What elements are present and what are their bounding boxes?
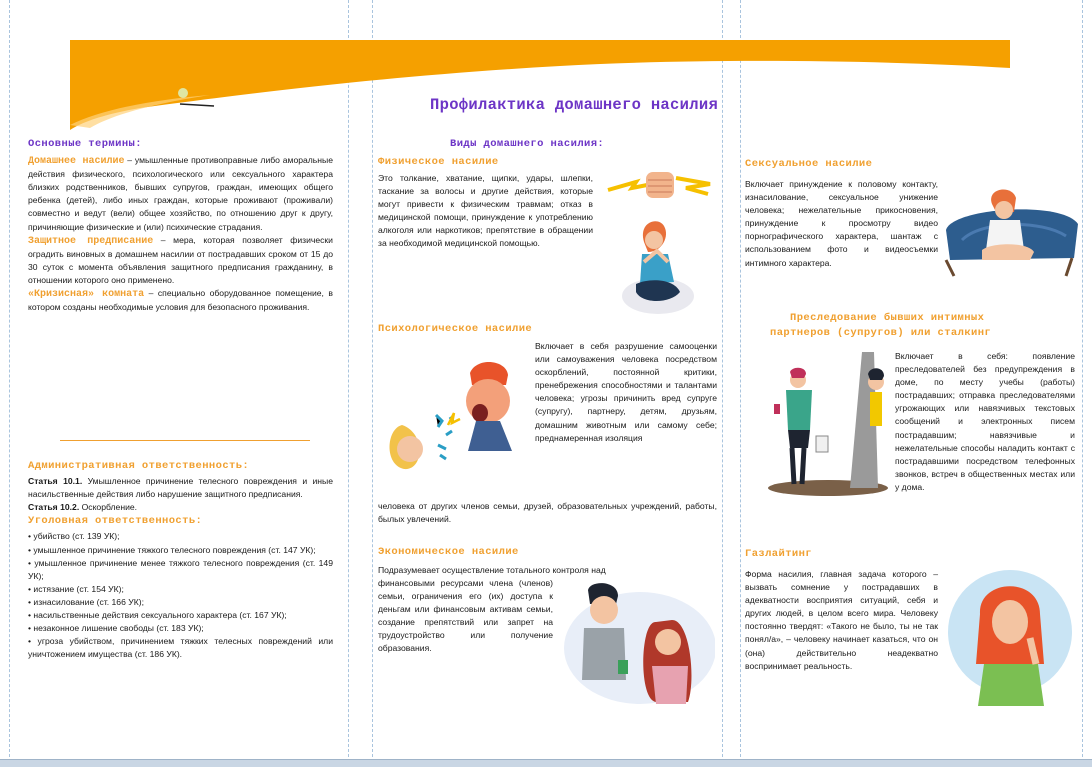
term-name: «Кризисная» комната <box>28 289 145 301</box>
page-title: Профилактика домашнего насилия <box>430 96 719 114</box>
criminal-liability-heading: Уголовная ответственность: <box>28 515 203 528</box>
article-10-1 <box>28 475 333 501</box>
economic-violence-heading: Экономическое насилие <box>378 546 519 558</box>
term-protective-order <box>28 234 333 287</box>
left-column <box>28 138 333 314</box>
paragraph: Это толкание, хватание, щипки, удары, шлепки, таскание за волосы и другие действия, которые могут привести к физическим травмам; отказ в медицинской помощи, принуждение к употреблению алкоголя или наркотиков; препятствие в обращении за необходимой медицинской помощью. <box>378 173 593 249</box>
stalking-heading-line2: партнеров (супругов) или сталкинг <box>770 327 992 339</box>
paragraph: Форма насилия, главная задача которого – вызвать сомнение у пострадавших в адекватности восприятия ситуаций, себя и других людей, в целом всего мира. Человеку постоянно твердят: «Такого не было, ты не так понял/а», – человеку начинает казаться, что он (она) действительно неадекватно воспринимает реальность. <box>745 569 938 671</box>
article-label: Статья 10.1. <box>28 476 83 487</box>
physical-violence-text <box>378 172 593 251</box>
paragraph: финансовыми ресурсами члена (членов) семьи, ограничения его (их) доступа к деньгам или финансовым активам семьи, создание препятствий или запрет на трудоустройство или получение образования. <box>378 578 553 654</box>
paragraph: Включает в себя разрушение самооценки или самоуважения человека посредством оскорблений, постоянной критики, пренебрежения способностями и талантами человека; угрозы причинить вред супруге (супругу), партнеру, детям, друзьям, домашним животным или самому себе; преднамеренная изоляция <box>535 341 717 443</box>
stalking-heading-line1: Преследование бывших интимных <box>790 312 985 324</box>
term-definition: – умышленные противоправные либо аморальные действия физического, психологического или сексуального характера близких родственников, бывших супругов, граждан, имеющих общего ребенка (детей), либо иных граждан, которые проживают (проживали) совместно и ведут (вели) общее хозяйство, по отношению друг к другу, причиняющие физические и (или) психические страдания. <box>28 155 333 232</box>
sparkle-icon <box>178 88 188 98</box>
list-item: • незаконное лишение свободы (ст. 183 УК); <box>28 623 204 634</box>
term-name: Защитное предписание <box>28 235 154 247</box>
left-column-liability <box>28 460 333 661</box>
psychological-violence-text-right <box>535 340 717 445</box>
term-definition: – специально оборудованное помещение, в котором созданы необходимые условия для безопасного проживания. <box>28 288 333 313</box>
fist-illustration <box>606 168 712 208</box>
admin-liability-heading: Административная ответственность: <box>28 460 250 472</box>
list-item: • умышленное причинение тяжкого телесного повреждения (ст. 147 УК); <box>28 544 316 555</box>
paragraph: человека от других членов семьи, друзей, образовательных учреждений, работы, былых увлечений. <box>378 501 717 525</box>
economic-violence-text-left <box>378 577 553 656</box>
shouting-man-illustration <box>380 355 525 480</box>
violence-types-heading: Виды домашнего насилия: <box>450 138 605 150</box>
term-name: Домашнее насилие <box>28 156 125 168</box>
psychological-violence-heading: Психологическое насилие <box>378 323 533 335</box>
page-bottom-edge <box>0 759 1092 767</box>
psychological-violence-text-full <box>378 500 717 526</box>
economic-violence-text-full <box>378 564 717 577</box>
list-item: • убийство (ст. 139 УК); <box>28 531 120 542</box>
physical-violence-heading: Физическое насилие <box>378 156 499 168</box>
term-domestic-violence <box>28 154 333 234</box>
article-text: Умышленное причинение телесного повреждения и иные насильственные действия либо нарушение защитного предписания. <box>28 476 334 500</box>
sitting-girl-illustration <box>618 212 696 316</box>
divider <box>60 440 310 441</box>
gaslighting-heading: Газлайтинг <box>745 548 813 560</box>
paragraph: Включает принуждение к половому контакту, изнасилование, сексуальное унижение человека; нежелательные прикосновения, принуждение к просмотру видео порнографического характера, шантаж с использованием фото и видеосъемки интимного характера. <box>745 179 938 268</box>
article-label: Статья 10.2. <box>28 502 80 513</box>
sexual-violence-heading: Сексуальное насилие <box>745 158 873 170</box>
paragraph: Включает в себя: появление преследователей без предупреждения в доме, по месту учебы (работы) пострадавших; отправка преследователями угрожающих или навязчивых текстовых сообщений и электронных писем пострадавшим; навязчивые и нежелательные способы наладить контакт с пострадавшими посредством телефонных звонков, встреч в общественных местах или у дома. <box>895 351 1075 492</box>
sexual-violence-text <box>745 178 938 270</box>
list-item: • угроза убийством, причинением тяжких телесных повреждений или уничтожением имущества (ст. 186 УК). <box>28 636 333 660</box>
term-crisis-room <box>28 287 333 314</box>
list-item: • насильственные действия сексуального характера (ст. 167 УК); <box>28 610 287 621</box>
term-definition: – мера, которая позволяет физически оградить виновных в домашнем насилии от пострадавших сроком от 15 до 30 суток с момента объявления защитного предписания гражданину, в отношении которого оно применено. <box>28 234 333 285</box>
worried-woman-illustration <box>944 568 1074 710</box>
list-item: • умышленное причинение менее тяжкого телесного повреждения (ст. 149 УК); <box>28 557 333 581</box>
terms-heading: Основные термины: <box>28 138 142 150</box>
stalking-text <box>895 350 1075 494</box>
list-item: • изнасилование (ст. 166 УК); <box>28 596 144 607</box>
couple-money-illustration <box>560 580 715 708</box>
gaslighting-text <box>745 568 938 673</box>
stalker-illustration <box>766 348 890 498</box>
article-text: Оскорбление. <box>79 502 138 513</box>
list-item: • истязание (ст. 154 УК); <box>28 583 124 594</box>
article-10-2 <box>28 501 333 514</box>
bed-girl-illustration <box>942 180 1082 280</box>
paragraph: Подразумевает осуществление тотального контроля над <box>378 565 606 575</box>
